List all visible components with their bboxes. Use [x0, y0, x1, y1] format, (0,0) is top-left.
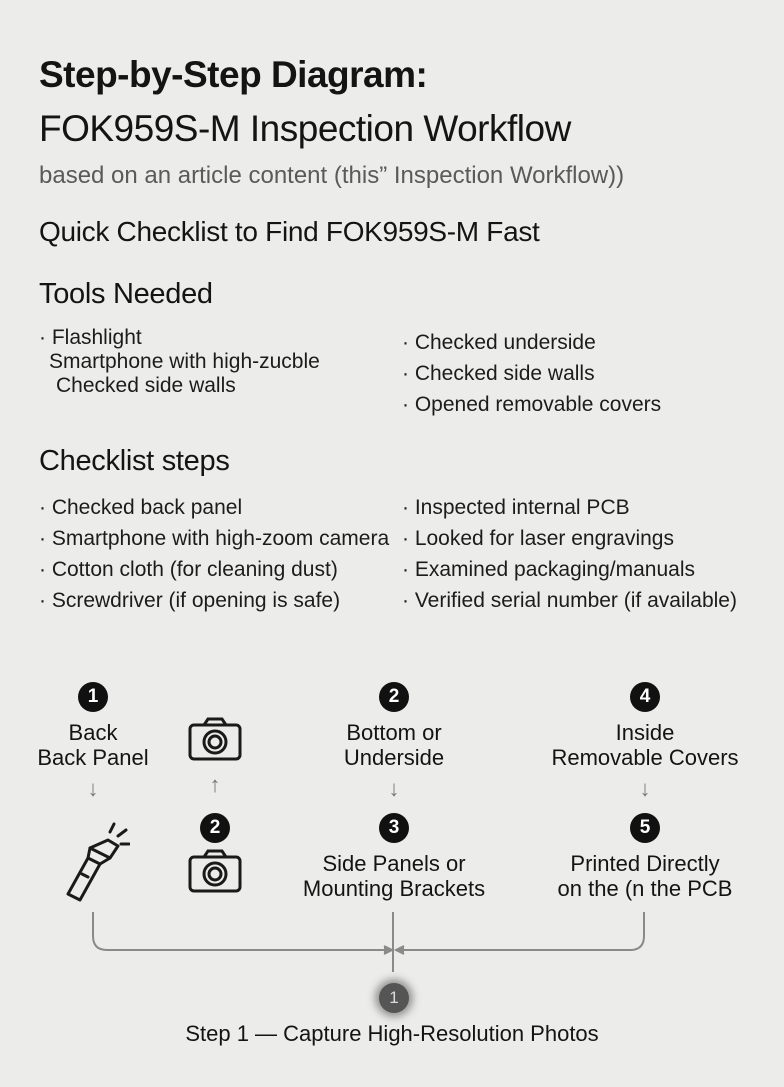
step-number-back: 1 — [78, 682, 108, 712]
node-inside-line1: Inside — [615, 720, 675, 745]
node-bottom-line1: Bottom or — [346, 720, 442, 745]
node-inside-line2: Removable Covers — [551, 745, 739, 770]
tools-heading: Tools Needed — [39, 278, 213, 310]
connector-lines — [0, 900, 784, 990]
page-title-line2: FOK959S-M Inspection Workflow — [39, 108, 571, 149]
tools-list-right — [402, 327, 661, 420]
tools-left-item: · Flashlight — [39, 326, 142, 349]
tools-right-item: · Opened removable covers — [402, 393, 662, 416]
node-pcb-line2: on the (n the PCB — [557, 876, 733, 901]
tools-right-item: · Checked side walls — [402, 362, 595, 385]
arrow-down-icon: ↓ — [388, 776, 400, 801]
node-back-line2: Back Panel — [37, 745, 149, 770]
tools-list-left — [39, 326, 320, 398]
step-number-pcb: 5 — [630, 813, 660, 843]
node-pcb-label — [535, 851, 755, 901]
node-side-line2: Mounting Brackets — [302, 876, 486, 901]
steps-left-item: · Smartphone with high-zoom camera — [39, 527, 390, 550]
steps-right-item: · Inspected internal PCB — [402, 496, 630, 519]
node-side-label — [284, 851, 504, 901]
diagram-caption: Step 1 — Capture High-Resolution Photos — [185, 1021, 599, 1046]
node-inside-label — [535, 720, 755, 770]
node-back-line1: Back — [68, 720, 118, 745]
steps-heading: Checklist steps — [39, 445, 230, 477]
step-number-side: 3 — [379, 813, 409, 843]
page-subtitle: based on an article content (this” Inspection Workflow)) — [39, 162, 625, 189]
page-title: Step-by-Step Diagram: — [39, 54, 428, 95]
checklist-heading: Quick Checklist to Find FOK959S-M Fast — [39, 216, 540, 247]
bottom-step-number: 1 — [379, 983, 409, 1013]
steps-right-item: · Examined packaging/manuals — [402, 558, 695, 581]
steps-right-item: · Verified serial number (if available) — [402, 589, 737, 612]
node-bottom-line2: Underside — [343, 745, 445, 770]
steps-list-right — [402, 492, 737, 616]
steps-left-item: · Cotton cloth (for cleaning dust) — [39, 558, 338, 581]
steps-right-item: · Looked for laser engravings — [402, 527, 674, 550]
steps-left-item: · Checked back panel — [39, 496, 243, 519]
camera-step-number: 2 — [200, 813, 230, 843]
arrow-down-icon: ↓ — [639, 776, 651, 801]
tools-left-item: Checked side walls — [56, 374, 236, 397]
steps-left-item: · Screwdriver (if opening is safe) — [39, 589, 341, 612]
camera-icon — [188, 848, 242, 894]
tools-right-item: · Checked underside — [402, 331, 596, 354]
camera-icon — [188, 716, 242, 762]
step-number-inside: 4 — [630, 682, 660, 712]
tools-left-item: Smartphone with high-zucble — [49, 350, 320, 373]
step-number-bottom: 2 — [379, 682, 409, 712]
node-bottom-label — [294, 720, 494, 770]
node-back-label — [13, 720, 173, 770]
node-side-line1: Side Panels or — [322, 851, 466, 876]
flashlight-icon — [58, 822, 130, 902]
node-pcb-line1: Printed Directly — [570, 851, 720, 876]
arrow-up-icon: ↑ — [209, 772, 221, 797]
steps-list-left — [39, 492, 389, 616]
arrow-down-icon: ↓ — [87, 776, 99, 801]
